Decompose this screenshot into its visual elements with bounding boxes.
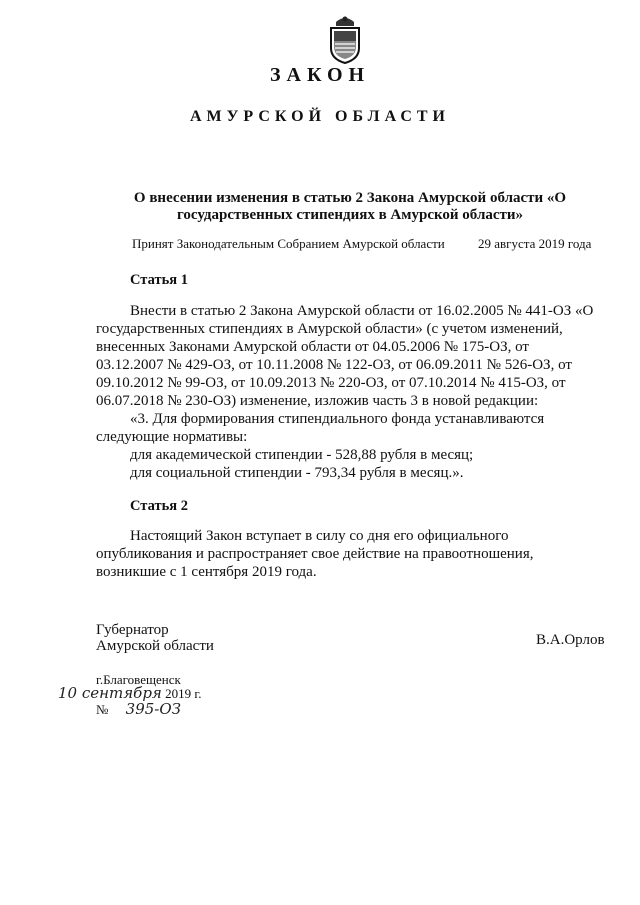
article-1-line: 09.10.2012 № 99-ОЗ, от 10.09.2013 № 220-ОЗ, от 07.10.2014 № 415-ОЗ, от <box>96 375 566 391</box>
article-1-line: для академической стипендии - 528,88 рубля в месяц; <box>130 447 474 463</box>
document-title-line-1: О внесении изменения в статью 2 Закона Амурской области «О <box>133 190 567 206</box>
document-title-line-2: государственных стипендиях в Амурской области» <box>176 207 524 223</box>
registration-number-label: № <box>96 702 109 717</box>
article-2-text <box>96 527 598 581</box>
article-1-line: 03.12.2007 № 429-ОЗ, от 10.11.2008 № 122-ОЗ, от 06.09.2011 № 526-ОЗ, от <box>96 357 572 373</box>
article-2-line: возникшие с 1 сентября 2019 года. <box>96 564 317 580</box>
registration-date-handwritten: 10 сентября <box>58 684 162 702</box>
article-1-line: следующие нормативы: <box>96 429 248 445</box>
document-title <box>120 190 580 224</box>
article-2-line: опубликования и распространяет свое действие на правоотношения, <box>96 546 534 562</box>
article-1-heading: Статья 1 <box>130 272 188 288</box>
adopted-date: 29 августа 2019 года <box>478 236 592 251</box>
article-1-line: 06.07.2018 № 230-ОЗ) изменение, изложив часть 3 в новой редакции: <box>96 393 539 409</box>
article-1-line: внесенных Законами Амурской области от 04.05.2006 № 175-ОЗ, от <box>96 339 529 355</box>
signatory-position-line-1: Губернатор <box>96 622 169 638</box>
adopted-by: Принят Законодательным Собранием Амурской области <box>132 236 445 251</box>
region-name: АМУРСКОЙ ОБЛАСТИ <box>190 108 450 125</box>
signatory-position-line-2: Амурской области <box>96 638 214 654</box>
registration-year: 2019 г. <box>165 686 202 701</box>
article-2-line: Настоящий Закон вступает в силу со дня его официального <box>130 528 509 544</box>
registration-number <box>96 700 181 718</box>
coat-of-arms-emblem-icon <box>326 14 364 64</box>
article-1-line: Внести в статью 2 Закона Амурской области от 16.02.2005 № 441-ОЗ «О <box>130 303 594 319</box>
registration-place: г.Благовещенск <box>96 672 181 687</box>
article-1-text <box>96 302 598 482</box>
article-2-heading: Статья 2 <box>130 498 188 514</box>
article-1-line: для социальной стипендии - 793,34 рубля в месяц.». <box>130 465 464 481</box>
signatory-position <box>96 622 214 654</box>
law-title: ЗАКОН <box>269 64 371 86</box>
registration-number-handwritten: 395-ОЗ <box>125 700 181 718</box>
article-1-line: государственных стипендиях в Амурской области» (с учетом изменений, <box>96 321 563 337</box>
article-1-line: «3. Для формирования стипендиального фонда устанавливаются <box>130 411 545 427</box>
signatory-name: В.А.Орлов <box>536 632 605 648</box>
